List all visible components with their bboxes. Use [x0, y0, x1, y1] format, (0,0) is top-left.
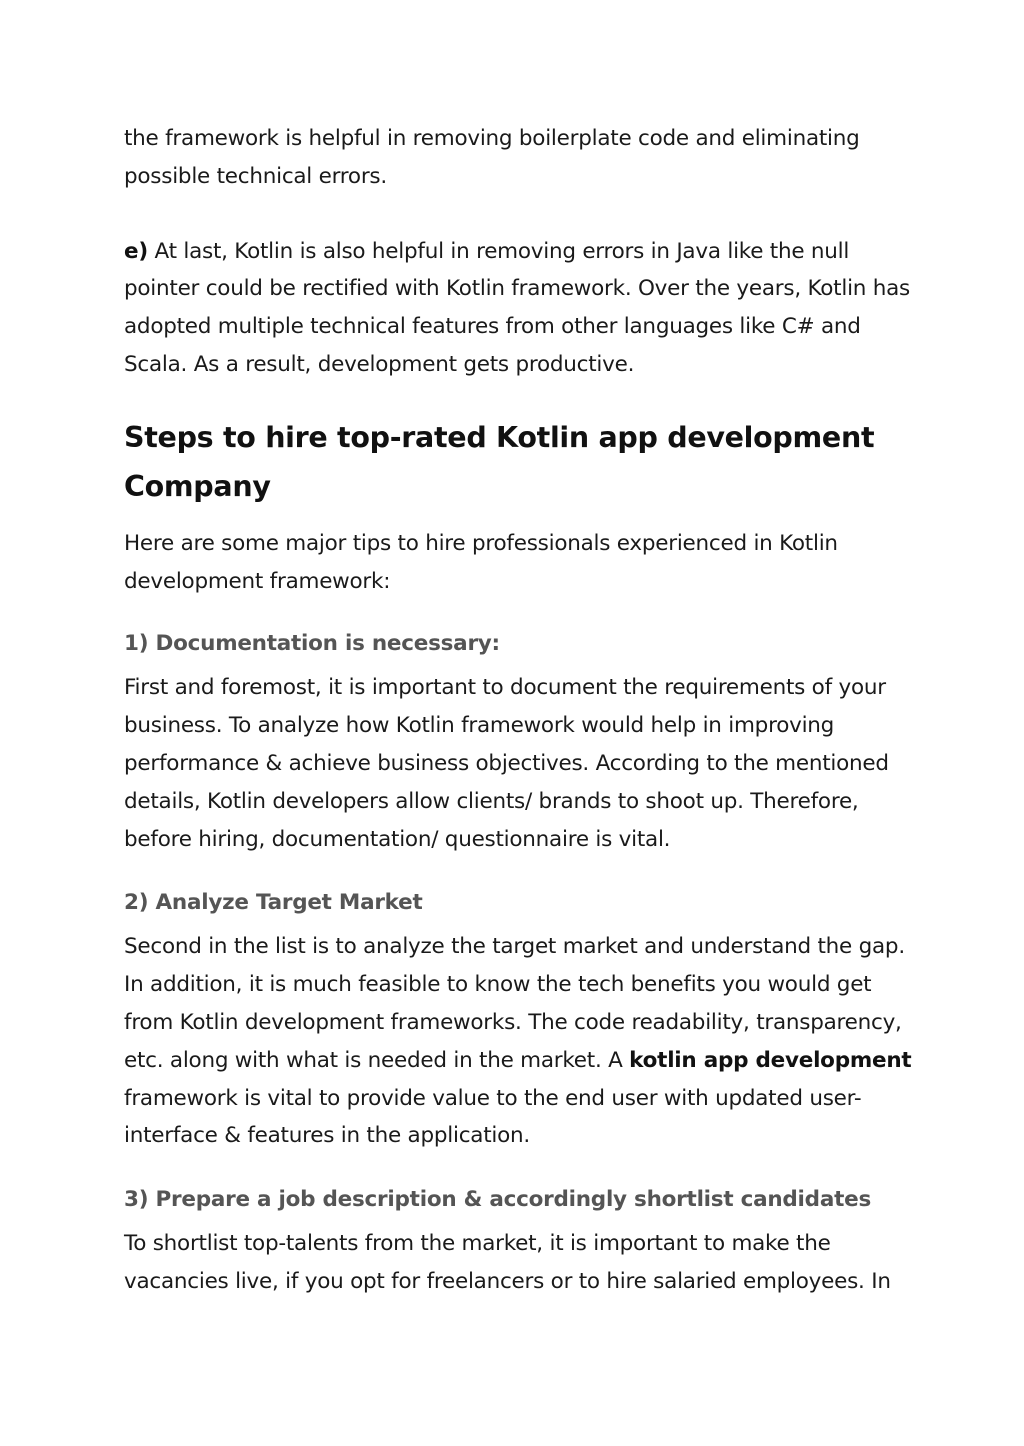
document-page [124, 120, 914, 1301]
point-e-text: At last, Kotlin is also helpful in removing errors in Java like the null pointer could be rectified with Kotlin framework. Over the years, Kotlin has adopted multiple technical features from other languages like C# and Scala. As a result, development gets productive. [124, 238, 911, 377]
step-2-body-start: Second in the list is to analyze the target market and understand the gap. In addition, it is much feasible to know the tech benefits you would get from Kotlin development frameworks. The code readability, transparency, etc. along with what is needed in the market. A [124, 934, 905, 1073]
step-2-bold-keyword: kotlin app development [629, 1047, 912, 1073]
point-e-paragraph [124, 233, 914, 384]
step-3-heading: 3) Prepare a job description & accordingly shortlist candidates [124, 1187, 871, 1213]
step-3-body: To shortlist top-talents from the market, it is important to make the vacancies live, if you opt for freelancers or to hire salaried employees. In [124, 1231, 891, 1294]
point-e-label: e) [124, 238, 148, 264]
section-lead-paragraph: Here are some major tips to hire professionals experienced in Kotlin development framework: [124, 530, 838, 594]
step-2-heading: 2) Analyze Target Market [124, 890, 423, 916]
step-1-body: First and foremost, it is important to document the requirements of your business. To analyze how Kotlin framework would help in improving performance & achieve business objectives. According to the mentioned details, Kotlin developers allow clients/ brands to shoot up. Therefore, before hiring, documentation/ questionnaire is vital. [124, 675, 889, 852]
step-2-body [124, 928, 914, 1155]
section-heading: Steps to hire top-rated Kotlin app development Company [124, 420, 875, 503]
step-1-heading: 1) Documentation is necessary: [124, 631, 500, 657]
intro-paragraph: the framework is helpful in removing boilerplate code and eliminating possible technical errors. [124, 126, 860, 189]
step-2-body-end: framework is vital to provide value to the end user with updated user-interface & features in the application. [124, 1085, 862, 1149]
